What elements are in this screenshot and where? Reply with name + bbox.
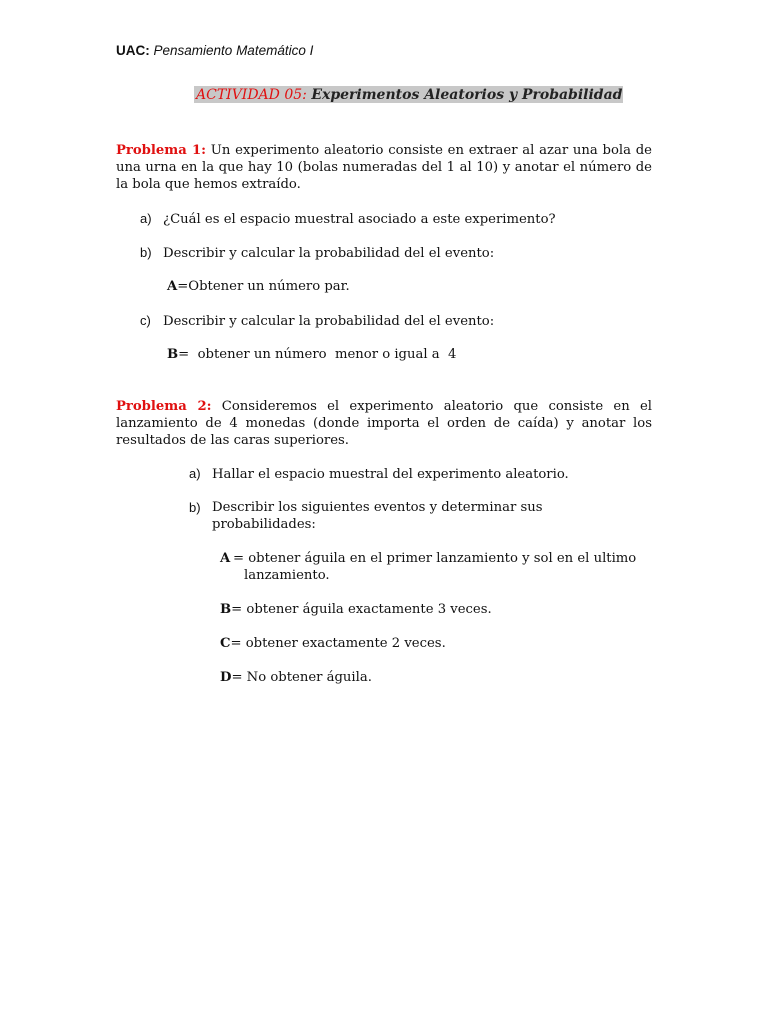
header-course-name: Pensamiento Matemático I [153, 43, 314, 58]
course-header [116, 43, 313, 58]
event-text: = obtener águila exactamente 3 veces. [231, 602, 492, 617]
event-text: = obtener un número menor o igual a 4 [178, 347, 457, 362]
problem-2-statement [116, 398, 652, 449]
problem-2-label: Problema 2: [116, 399, 212, 414]
problem-1-statement [116, 142, 652, 193]
activity-number: ACTIVIDAD 05: [196, 87, 307, 103]
problem-1-label: Problema 1: [116, 143, 206, 158]
item-marker: a) [189, 466, 201, 481]
activity-title [194, 86, 623, 103]
event-text: = obtener exactamente 2 veces. [230, 636, 446, 651]
item-text: Hallar el espacio muestral del experimento aleatorio. [212, 467, 569, 482]
event-text: = obtener águila en el primer lanzamiento y sol en el ultimo lanzamiento. [233, 551, 637, 583]
problem-2-item-b [189, 499, 569, 533]
item-text: Describir y calcular la probabilidad del el evento: [163, 314, 495, 329]
problem-2-event-d [220, 669, 372, 686]
event-letter: D [220, 670, 232, 685]
item-marker: c) [140, 313, 151, 328]
activity-topic: Experimentos Aleatorios y Probabilidad [311, 87, 623, 103]
item-text: Describir y calcular la probabilidad del el evento: [163, 246, 495, 261]
problem-2-text: Consideremos el experimento aleatorio que consiste en el lanzamiento de 4 monedas (donde importa el orden de caída) y anotar los resultados de las caras superiores. [116, 399, 652, 448]
item-marker: a) [140, 211, 152, 226]
event-text: =Obtener un número par. [177, 279, 350, 294]
problem-1-item-a [140, 210, 556, 228]
event-letter: A [220, 551, 231, 566]
problem-2-item-a [189, 465, 569, 483]
header-label: UAC: [116, 43, 150, 58]
problem-1-event-a [167, 278, 350, 295]
item-text: Describir los siguientes eventos y determinar sus probabilidades: [212, 500, 543, 532]
event-letter: C [220, 636, 231, 651]
event-letter: B [167, 347, 179, 362]
problem-1-text: Un experimento aleatorio consiste en extraer al azar una bola de una urna en la que hay 10 (bolas numeradas del 1 al 10) y anotar el número de la bola que hemos extraído. [116, 143, 652, 192]
event-letter: A [167, 279, 178, 294]
problem-2-event-a [220, 550, 660, 584]
item-text: ¿Cuál es el espacio muestral asociado a este experimento? [163, 212, 556, 227]
event-text: = No obtener águila. [231, 670, 372, 685]
problem-1-item-c [140, 312, 494, 330]
problem-1-event-b [167, 346, 456, 363]
problem-1-item-b [140, 244, 494, 262]
problem-2-event-b [220, 601, 492, 618]
item-marker: b) [140, 245, 152, 260]
problem-2-event-c [220, 635, 446, 652]
event-letter: B [220, 602, 232, 617]
item-marker: b) [189, 500, 201, 515]
